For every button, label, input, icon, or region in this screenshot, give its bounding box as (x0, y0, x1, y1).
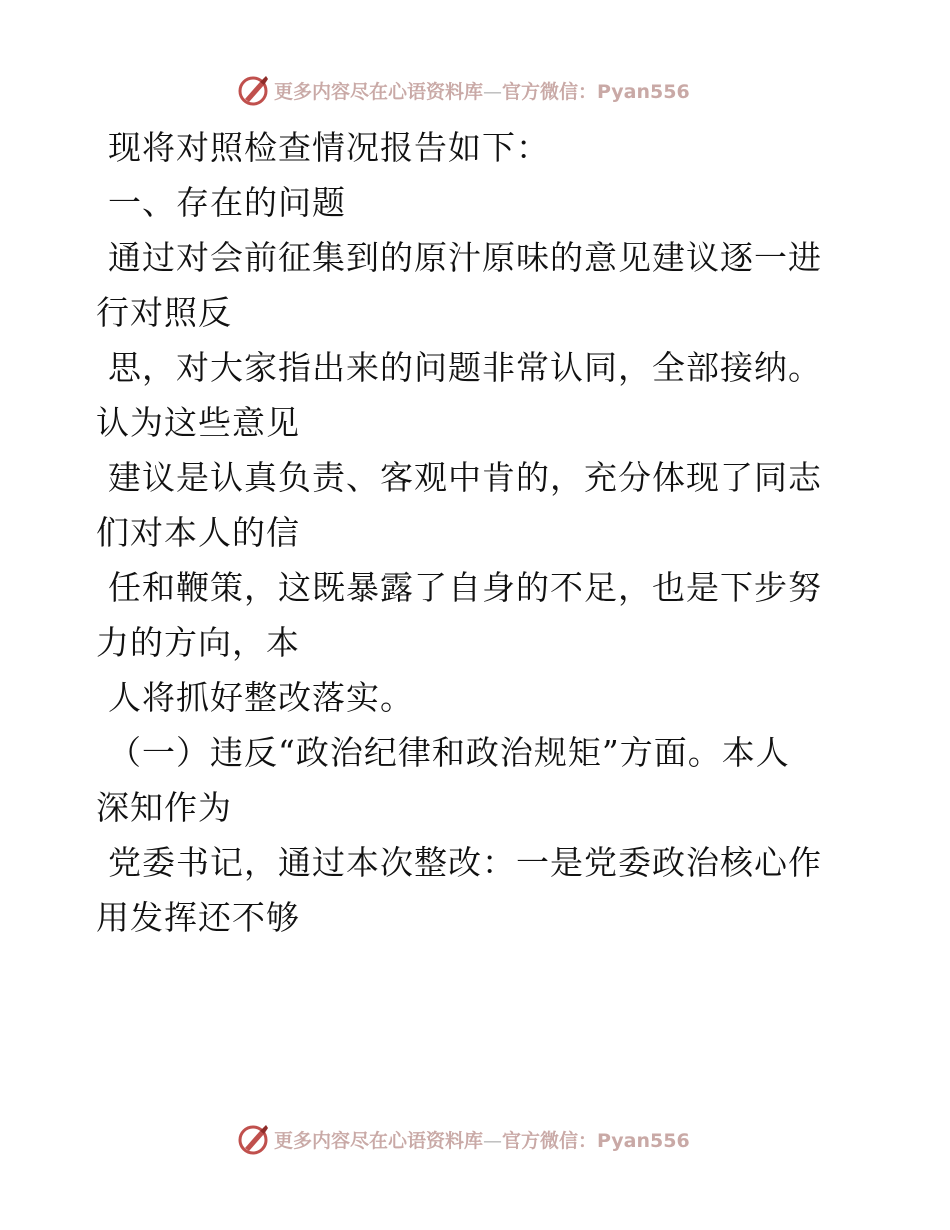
paragraph (96, 340, 836, 450)
pen-logo-icon (236, 73, 270, 107)
text-line: 认为这些意见 (96, 403, 300, 442)
text-line: 行对照反 (96, 293, 232, 332)
pen-logo-icon (236, 1122, 270, 1156)
watermark-text: 更多内容尽在心语资料库—官方微信：Pyan556 (274, 80, 690, 103)
watermark-wechat: 官方微信：Pyan556 (502, 1129, 690, 1152)
text-line: 深知作为 (96, 788, 232, 827)
footer-watermark (236, 1121, 690, 1157)
section-heading (96, 175, 836, 230)
paragraph (96, 670, 836, 725)
text-line: 一、存在的问题 (108, 183, 346, 222)
paragraph (96, 835, 836, 945)
text-line: 建议是认真负责、客观中肯的，充分体现了同志 (108, 458, 822, 497)
header-watermark (236, 72, 690, 108)
text-line: 现将对照检查情况报告如下： (108, 128, 550, 167)
paragraph (96, 725, 836, 835)
text-line: 思，对大家指出来的问题非常认同，全部接纳。 (108, 348, 822, 387)
text-line: 通过对会前征集到的原汁原味的意见建议逐一进 (108, 238, 822, 277)
text-line: 们对本人的信 (96, 513, 300, 552)
paragraph (96, 120, 836, 175)
text-line: 力的方向，本 (96, 623, 300, 662)
text-line: （一）违反“政治纪律和政治规矩”方面。本人 (108, 733, 790, 772)
paragraph (96, 560, 836, 670)
text-line: 任和鞭策，这既暴露了自身的不足，也是下步努 (108, 568, 822, 607)
paragraph (96, 450, 836, 560)
text-line: 人将抓好整改落实。 (108, 678, 414, 717)
text-line: 党委书记，通过本次整改：一是党委政治核心作 (108, 843, 822, 882)
watermark-wechat: 官方微信：Pyan556 (502, 80, 690, 103)
watermark-text: 更多内容尽在心语资料库—官方微信：Pyan556 (274, 1129, 690, 1152)
document-body (96, 120, 836, 945)
paragraph (96, 230, 836, 340)
text-line: 用发挥还不够 (96, 898, 300, 937)
